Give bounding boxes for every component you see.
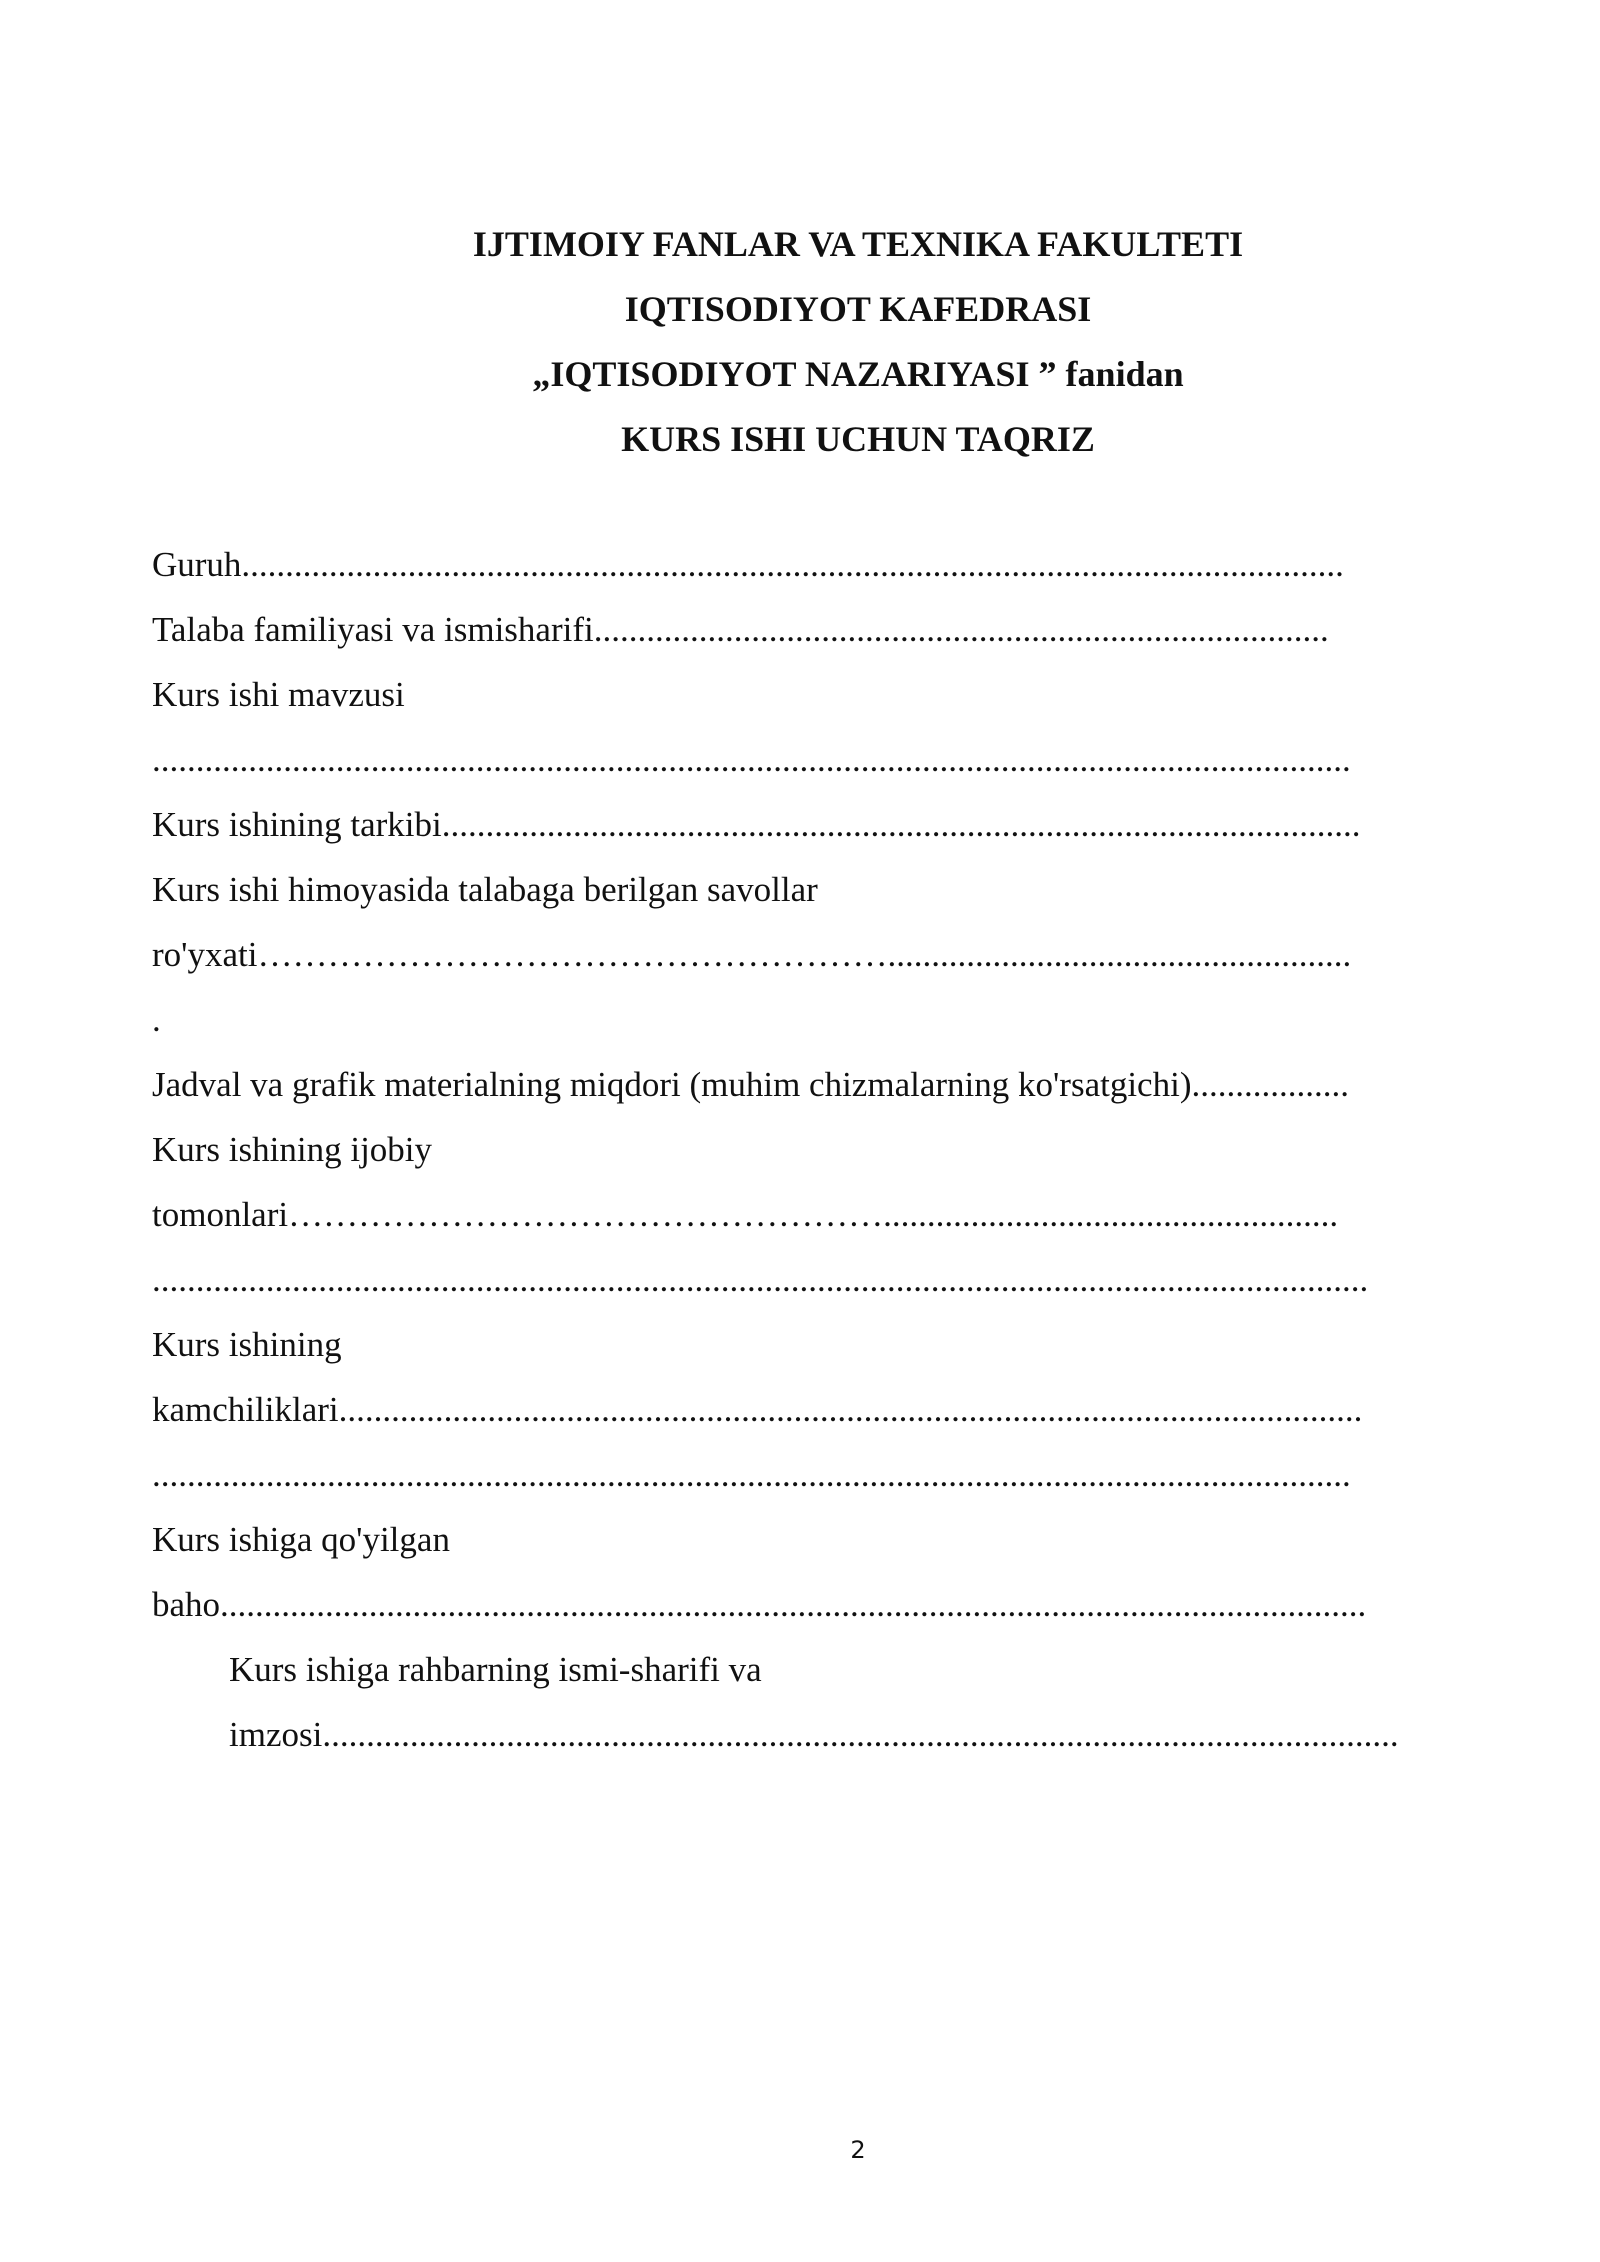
supervisor-label: Kurs ishiga rahbarning ismi-sharifi va bbox=[229, 1650, 762, 1689]
topic-fill-line: ......................................................................................................................................... bbox=[152, 740, 1351, 779]
document-header bbox=[0, 212, 1600, 472]
review-form bbox=[152, 532, 1492, 1767]
positive-aspects-fill-line: tomonlari…………………………………………….................................................... bbox=[152, 1195, 1339, 1234]
grade-label: Kurs ishiga qo'yilgan bbox=[152, 1520, 450, 1559]
positive-aspects-label: Kurs ishining ijobiy bbox=[152, 1130, 433, 1169]
grade-fill-line: baho................................................................................................................................... bbox=[152, 1585, 1367, 1624]
questions-fill-line: ro'yxati………………………………………………..................................................... bbox=[152, 935, 1352, 974]
positive-aspects-fill-line-2: ........................................................................................................................................... bbox=[152, 1260, 1369, 1299]
topic-label: Kurs ishi mavzusi bbox=[152, 675, 405, 714]
shortcomings-label: Kurs ishining bbox=[152, 1325, 342, 1364]
student-name-field: Talaba familiyasi va ismisharifi.................................................................................... bbox=[152, 610, 1329, 649]
subject-title: „IQTISODIYOT NAZARIYASI ” fanidan bbox=[532, 354, 1184, 394]
review-title: KURS ISHI UCHUN TAQRIZ bbox=[621, 419, 1095, 459]
group-field: Guruh.............................................................................................................................. bbox=[152, 545, 1344, 584]
tables-graphics-field: Jadval va grafik materialning miqdori (muhim chizmalarning ko'rsatgichi).................. bbox=[152, 1065, 1349, 1104]
supervisor-signature-line: imzosi........................................................................................................................... bbox=[229, 1715, 1399, 1754]
questions-label: Kurs ishi himoyasida talabaga berilgan savollar bbox=[152, 870, 818, 909]
department-title: IQTISODIYOT KAFEDRASI bbox=[624, 289, 1092, 329]
shortcomings-fill-line-2: ......................................................................................................................................... bbox=[152, 1455, 1351, 1494]
page-number: 2 bbox=[850, 2136, 866, 2164]
faculty-title: IJTIMOIY FANLAR VA TEXNIKA FAKULTETI bbox=[472, 224, 1244, 264]
questions-fill-dot: . bbox=[152, 1000, 161, 1039]
structure-field: Kurs ishining tarkibi......................................................................................................... bbox=[152, 805, 1361, 844]
shortcomings-fill-line: kamchiliklari..................................................................................................................... bbox=[152, 1390, 1363, 1429]
